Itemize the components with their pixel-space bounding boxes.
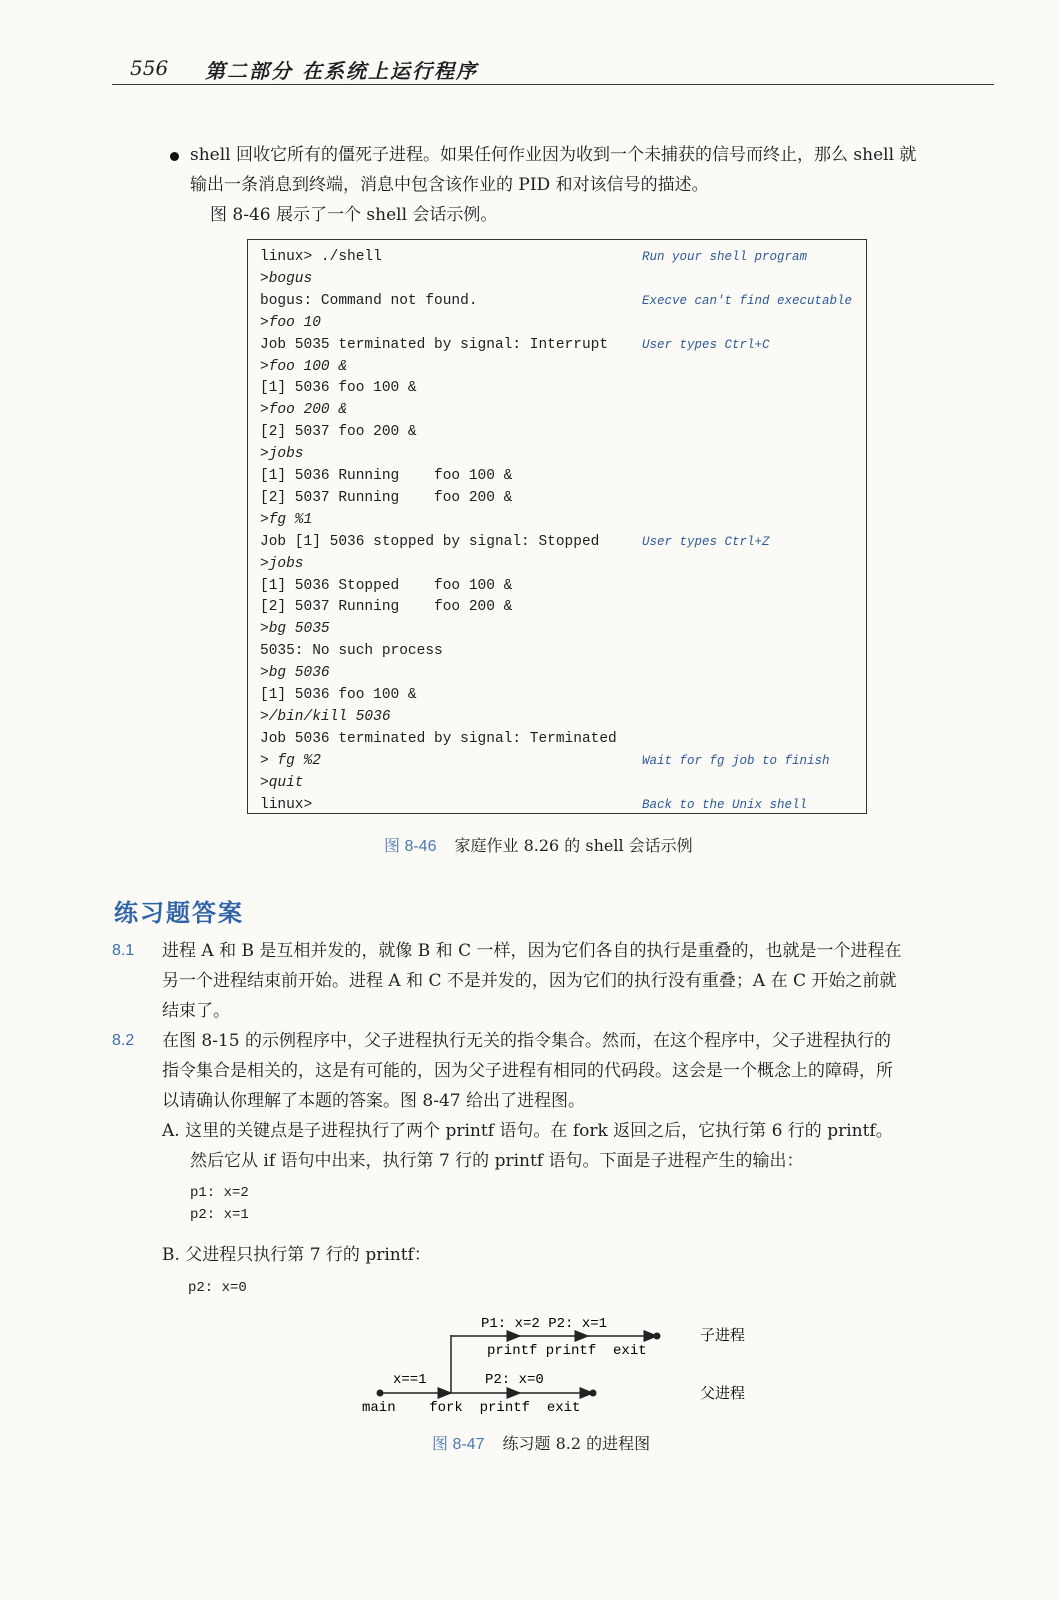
session-line: Job 5035 terminated by signal: Interrupt: [260, 336, 609, 353]
bullet-line-2: 输出一条消息到终端，消息中包含该作业的 PID 和对该信号的描述。: [190, 175, 709, 195]
session-line: >foo 10: [260, 314, 321, 331]
session-line: >bogus: [260, 270, 313, 287]
session-line: [2] 5037 Running foo 200 &: [260, 489, 513, 506]
page-number: 556: [130, 56, 169, 80]
answer-8-2-b-line: B. 父进程只执行第 7 行的 printf：: [162, 1245, 431, 1265]
child-exit-node: [654, 1333, 661, 1340]
session-comment: User types Ctrl+Z: [642, 534, 770, 549]
parent-condition-label: x==1: [393, 1372, 427, 1388]
session-line: bogus: Command not found.: [260, 292, 478, 309]
session-line: Job 5036 terminated by signal: Terminated: [260, 730, 617, 747]
session-line: >jobs: [260, 555, 304, 572]
main-node: [377, 1390, 384, 1397]
answer-8-1-number: 8.1: [112, 942, 135, 959]
session-line: [2] 5037 Running foo 200 &: [260, 599, 513, 616]
parent-top-label: P2: x=0: [485, 1372, 544, 1388]
child-process-label: 子进程: [700, 1326, 746, 1344]
intro-text: 图 8-46 展示了一个 shell 会话示例。: [210, 205, 498, 225]
shell-session-box: [247, 239, 867, 814]
section-title: 练习题答案: [114, 899, 244, 927]
answer-8-1-line-3: 结束了。: [162, 1001, 230, 1021]
session-line: [1] 5036 foo 100 &: [260, 380, 417, 397]
answer-8-2-a-line-1: A. 这里的关键点是子进程执行了两个 printf 语句。在 fork 返回之后，它执行第 6 行的 printf。: [162, 1121, 893, 1141]
figure-47-caption: [432, 1431, 650, 1454]
session-line: >bg 5036: [260, 665, 330, 682]
header-rule: [112, 84, 994, 85]
session-comment: User types Ctrl+C: [642, 337, 770, 352]
session-line: [1] 5036 Running foo 100 &: [260, 468, 513, 484]
session-comment: Wait for fg job to finish: [642, 753, 830, 768]
session-line: >foo 200 &: [260, 402, 348, 419]
answer-8-2-line-1: 在图 8-15 的示例程序中，父子进程执行无关的指令集合。然而，在这个程序中，父子进程执行的: [162, 1031, 891, 1051]
answer-8-2-number: 8.2: [112, 1032, 135, 1049]
session-line: > fg %2: [260, 752, 321, 769]
session-comment: Run your shell program: [642, 250, 808, 264]
session-line: >jobs: [260, 446, 304, 463]
session-line: >fg %1: [260, 511, 313, 528]
child-output-2: p2: x=1: [190, 1207, 249, 1223]
child-output-1: p1: x=2: [190, 1185, 249, 1201]
parent-process-label: 父进程: [700, 1384, 746, 1402]
session-line: >/bin/kill 5036: [260, 708, 391, 725]
process-graph: [350, 1305, 770, 1420]
part-title: 第二部分 在系统上运行程序: [205, 59, 478, 83]
session-comment: Execve can't find executable: [642, 293, 853, 308]
session-line: 5035: No such process: [260, 643, 443, 660]
figure-47-text: 练习题 8.2 的进程图: [502, 1434, 651, 1453]
session-line: >bg 5035: [260, 621, 330, 638]
answer-8-2-line-2: 指令集合是相关的，这是有可能的，因为父子进程有相同的代码段。这会是一个概念上的障碍，所: [162, 1061, 893, 1081]
figure-46-number: 图 8-46: [384, 838, 437, 855]
parent-output: p2: x=0: [188, 1280, 247, 1296]
answer-8-1-line-1: 进程 A 和 B 是互相并发的，就像 B 和 C 一样，因为它们各自的执行是重叠的，也就是一个进程在: [162, 941, 902, 961]
session-line: >foo 100 &: [260, 358, 348, 375]
answer-8-2-a-line-2: 然后它从 if 语句中出来，执行第 7 行的 printf 语句。下面是子进程产生的输出：: [190, 1151, 804, 1171]
parent-bottom-label: main fork printf exit: [362, 1400, 581, 1416]
child-top-label: P1: x=2 P2: x=1: [481, 1316, 608, 1332]
session-line: [2] 5037 foo 200 &: [260, 424, 417, 441]
session-line: [1] 5036 Stopped foo 100 &: [260, 577, 513, 594]
session-line: [1] 5036 foo 100 &: [260, 687, 417, 703]
bullet-icon: [170, 152, 179, 161]
figure-46-text: 家庭作业 8.26 的 shell 会话示例: [454, 836, 693, 855]
session-line: linux> ./shell: [260, 249, 382, 265]
figure-47-number: 图 8-47: [432, 1436, 485, 1453]
session-line: >quit: [260, 774, 304, 791]
answer-8-1-line-2: 另一个进程结束前开始。进程 A 和 C 不是并发的，因为它们的执行没有重叠；A 在 C 开始之前就: [162, 971, 897, 991]
bullet-line-1: shell 回收它所有的僵死子进程。如果任何作业因为收到一个未捕获的信号而终止，那么 shell 就: [190, 145, 917, 165]
session-comment: Back to the Unix shell: [642, 797, 808, 812]
child-bottom-label: printf printf exit: [487, 1343, 647, 1359]
session-line: Job [1] 5036 stopped by signal: Stopped: [260, 533, 600, 550]
parent-exit-node: [590, 1390, 597, 1397]
session-line: linux>: [260, 796, 313, 813]
figure-46-caption: [384, 833, 693, 856]
answer-8-2-line-3: 以请确认你理解了本题的答案。图 8-47 给出了进程图。: [162, 1091, 585, 1111]
